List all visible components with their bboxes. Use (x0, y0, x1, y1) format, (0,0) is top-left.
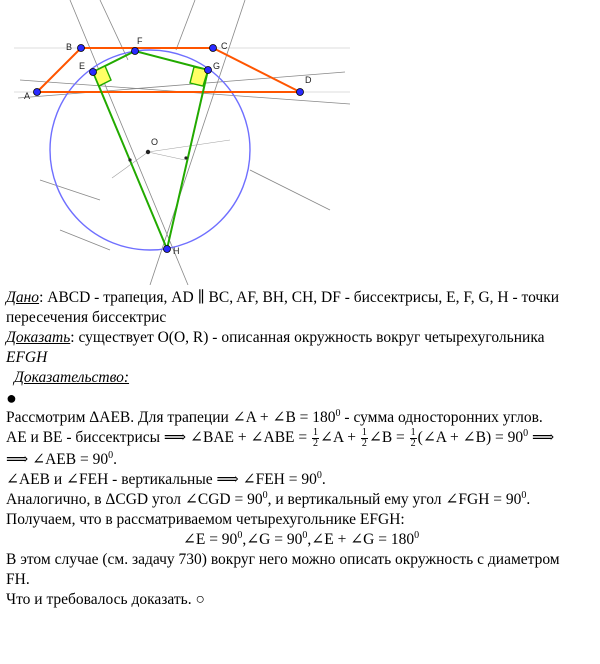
bis-text-e: ⟹ (528, 429, 555, 447)
formula-sup-3: 0 (414, 529, 420, 541)
aeb-text-a: ⟹ ∠AEB = 90 (6, 451, 109, 468)
formula-sup-2: 0 (302, 529, 308, 541)
case-line-1: В этом случае (см. задачу 730) вокруг него можно описать окружность с диаметром (6, 551, 560, 568)
formula-sup-1: 0 (237, 529, 243, 541)
vert-text-a: ∠AEB и ∠FEH - вертикальные ⟹ ∠FEH = 90 (6, 471, 317, 488)
points (34, 45, 304, 253)
aeb-text-b: . (113, 451, 117, 468)
bis-sup: 0 (523, 427, 529, 439)
label-a: A (24, 91, 31, 101)
label-e: E (79, 61, 86, 71)
vert-text-b: . (321, 471, 326, 488)
formula-a: ∠E = 90 (182, 531, 238, 548)
prove-text-1: : существует O(O, R) - описанная окружность вокруг четырехугольника (70, 329, 545, 346)
aeb-line (6, 450, 596, 470)
right-angle-marker-e (93, 66, 111, 86)
label-f: F (137, 36, 143, 46)
fraction-half-2 (361, 428, 368, 449)
fraction-half-1 (312, 428, 319, 449)
frac-den: 2 (361, 438, 367, 449)
label-o: O (151, 137, 159, 147)
bullet: ● (6, 388, 17, 408)
vertical-line (6, 470, 596, 490)
consider-sup: 0 (335, 407, 341, 419)
label-g: G (213, 61, 221, 71)
prove-line-1 (6, 328, 596, 348)
given-text-1: : ABCD - трапеция, AD ∥ BC, AF, BH, CH, DF - биссектрисы, E, F, G, H - точки (39, 289, 560, 306)
given-line-2: пересечения биссектрис (6, 309, 167, 326)
frac-den: 2 (410, 438, 416, 449)
vert-sup: 0 (316, 469, 322, 481)
trapezoid-abcd (37, 48, 300, 92)
bis-text-b: ∠A + (320, 429, 360, 447)
formula-c: ,∠E + ∠G = 180 (307, 531, 415, 548)
analog-text-a: Аналогично, в ΔCGD угол ∠CGD = 90 (6, 491, 263, 508)
label-c: C (221, 41, 228, 51)
frac-num: 1 (410, 427, 416, 438)
label-h: H (173, 246, 180, 256)
analog-line (6, 490, 596, 510)
bis-text-d: (∠A + ∠B) = 90 (417, 429, 524, 447)
bisector-line (6, 428, 596, 450)
formula-b: ,∠G = 90 (242, 531, 303, 548)
given-label: Дано (6, 289, 40, 306)
analog-sup-2: 0 (521, 489, 527, 501)
obtain-line: Получаем, что в рассматриваемом четырехугольнике EFGH: (6, 511, 405, 528)
proof-label: Доказательство: (14, 369, 130, 386)
bis-text-a: AE и BE - биссектрисы ⟹ ∠BAE + ∠ABE = (6, 429, 311, 447)
geometry-figure (0, 0, 600, 285)
analog-text-b: , и вертикальный ему угол ∠FGH = 90 (267, 491, 522, 508)
qed-line: Что и требовалось доказать. ○ (6, 591, 205, 608)
analog-sup-1: 0 (262, 489, 268, 501)
analog-text-c: . (526, 491, 531, 508)
consider-line (6, 408, 596, 428)
consider-text-a: Рассмотрим ΔAEB. Для трапеции ∠A + ∠B = 180 (6, 409, 336, 426)
frac-num: 1 (361, 427, 367, 438)
consider-text-b: - сумма односторонних углов. (340, 409, 543, 426)
case-line-2: FH. (6, 571, 30, 588)
aeb-sup: 0 (108, 449, 114, 461)
given-line-1 (6, 288, 596, 308)
prove-line-2: EFGH (6, 349, 48, 366)
label-b: B (66, 42, 73, 52)
solution-text (6, 288, 596, 610)
prove-label: Доказать (6, 329, 71, 346)
formula-line (6, 530, 596, 550)
frac-num: 1 (313, 427, 318, 438)
label-d: D (305, 75, 312, 85)
frac-den: 2 (313, 438, 318, 449)
fraction-half-3 (410, 428, 417, 449)
circumcircle (50, 50, 250, 250)
bis-text-c: ∠B = (368, 429, 409, 447)
